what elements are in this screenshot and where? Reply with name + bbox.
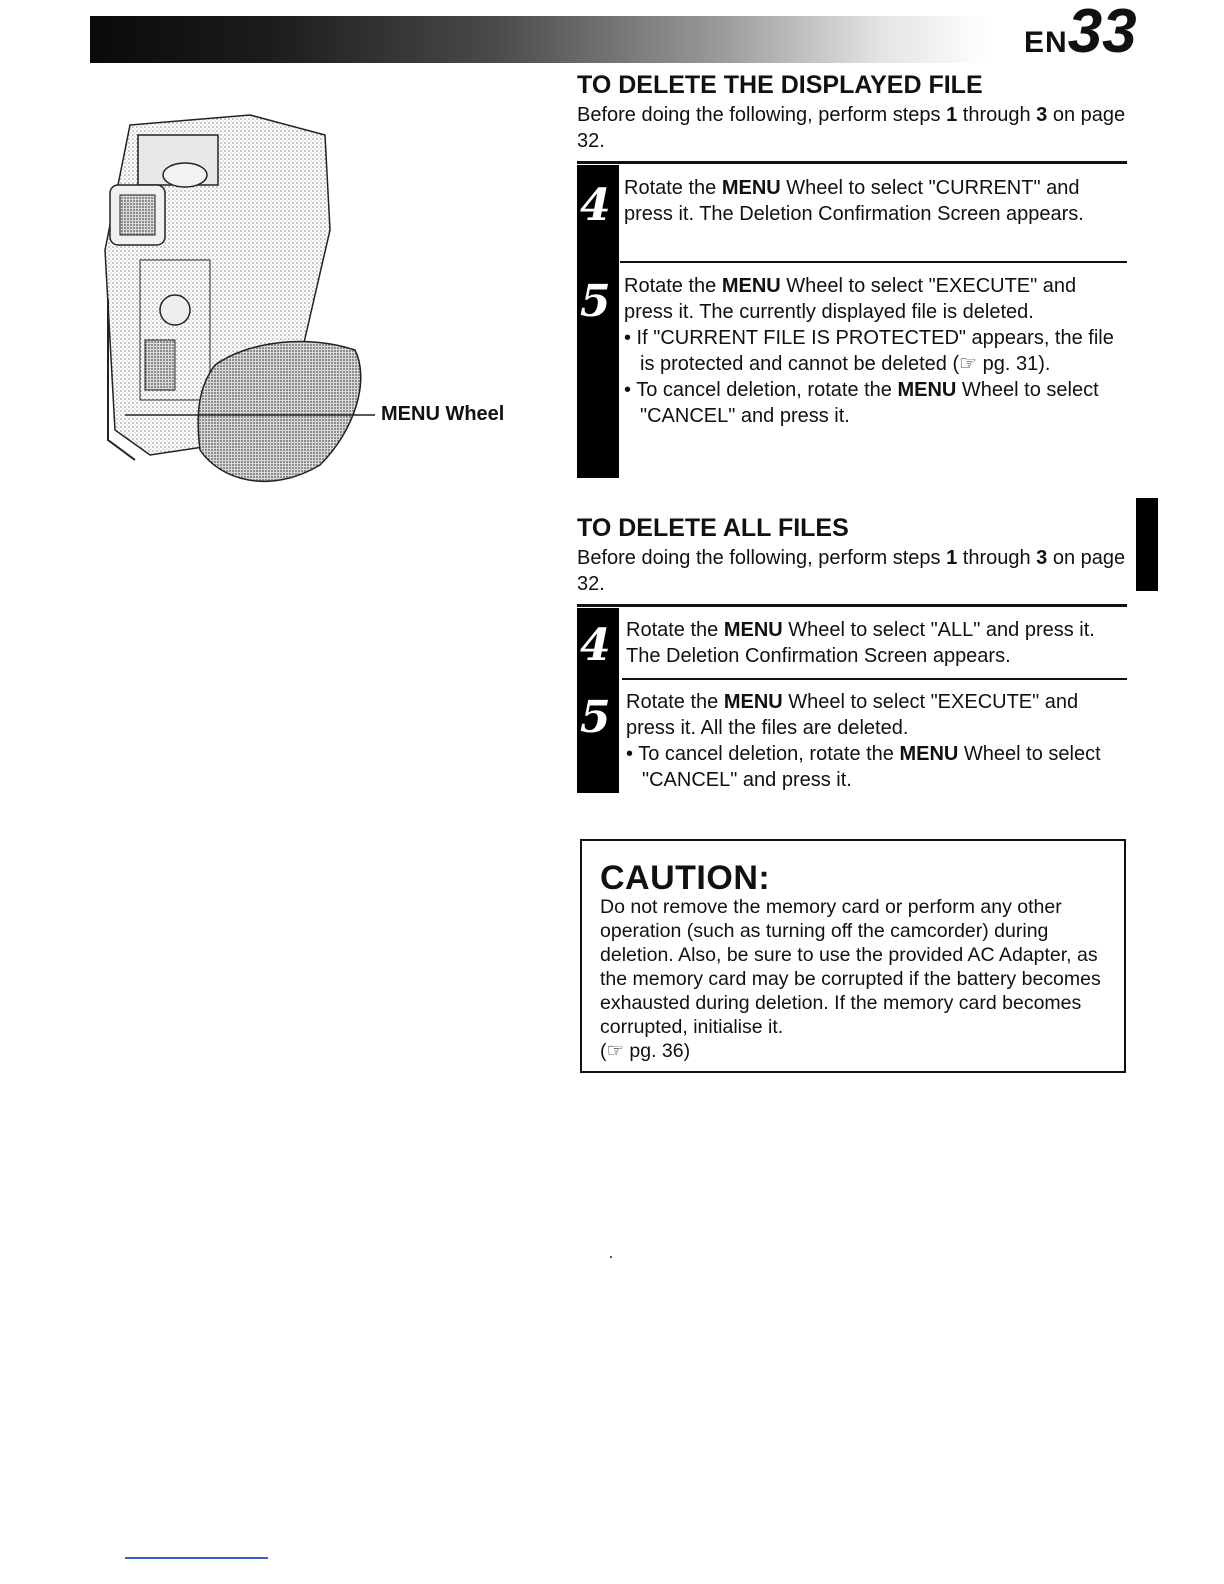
step-divider <box>620 261 1127 263</box>
page-number <box>1024 0 1137 64</box>
section-title: TO DELETE THE DISPLAYED FILE <box>577 71 983 99</box>
footer-line <box>125 1557 268 1559</box>
divider <box>577 604 1127 607</box>
step-number: 4 <box>580 620 611 671</box>
step-divider <box>622 678 1127 680</box>
caution-text: Do not remove the memory card or perform any other operation (such as turning off the camcorder) during deletion. Also, be sure to use the provided AC Adapter, as the memory card may be corrupted if the battery becomes exhausted during deletion. If the memory card becomes corrupted, initialise it. (☞ pg. 36) <box>600 896 1101 1062</box>
section-delete-displayed <box>577 70 1127 154</box>
page-prefix: EN <box>1024 26 1068 59</box>
caution-box <box>580 839 1126 1073</box>
divider <box>577 161 1127 164</box>
bullet-cancel: • To cancel deletion, rotate the MENU Wheel to select "CANCEL" and press it. <box>626 743 1101 791</box>
menu-wheel-callout: MENU Wheel <box>381 403 505 425</box>
step-number: 5 <box>580 276 611 327</box>
step-4-text: Rotate the MENU Wheel to select "ALL" and press it. The Deletion Confirmation Screen appears. <box>626 619 1095 667</box>
bullet-cancel: • To cancel deletion, rotate the MENU Wheel to select "CANCEL" and press it. <box>624 379 1099 427</box>
page-number-value: 33 <box>1067 0 1137 66</box>
step-number: 4 <box>580 180 611 231</box>
scan-speck <box>610 1256 612 1258</box>
step-5-text: Rotate the MENU Wheel to select "EXECUTE" and press it. All the files are deleted. • To cancel deletion, rotate the MENU Wheel to select "CANCEL" and press it. <box>626 689 1126 793</box>
section-intro: Before doing the following, perform steps 1 through 3 on page 32. <box>577 547 1126 595</box>
camcorder-illustration <box>100 110 380 500</box>
step-5-text: Rotate the MENU Wheel to select "EXECUTE" and press it. The currently displayed file is deleted. • If "CURRENT FILE IS PROTECTED" appears, the file is protected and cannot be deleted (☞ pg. 31). • To cancel deletion, rotate the MENU Wheel to select "CANCEL" and press it. <box>624 273 1130 429</box>
caution-title: CAUTION: <box>600 859 771 897</box>
section-tab-marker <box>1136 498 1158 591</box>
section-delete-all <box>577 513 1127 597</box>
section-intro: Before doing the following, perform steps 1 through 3 on page 32. <box>577 104 1126 152</box>
section-title: TO DELETE ALL FILES <box>577 514 849 542</box>
caution-page-ref: (☞ pg. 36) <box>600 1040 691 1062</box>
bullet-protected: • If "CURRENT FILE IS PROTECTED" appears, the file is protected and cannot be deleted (☞ pg. 31). <box>624 327 1114 375</box>
step-4-text: Rotate the MENU Wheel to select "CURRENT" and press it. The Deletion Confirmation Screen appears. <box>624 177 1084 225</box>
header-bar <box>90 16 990 63</box>
step-number: 5 <box>580 692 611 743</box>
